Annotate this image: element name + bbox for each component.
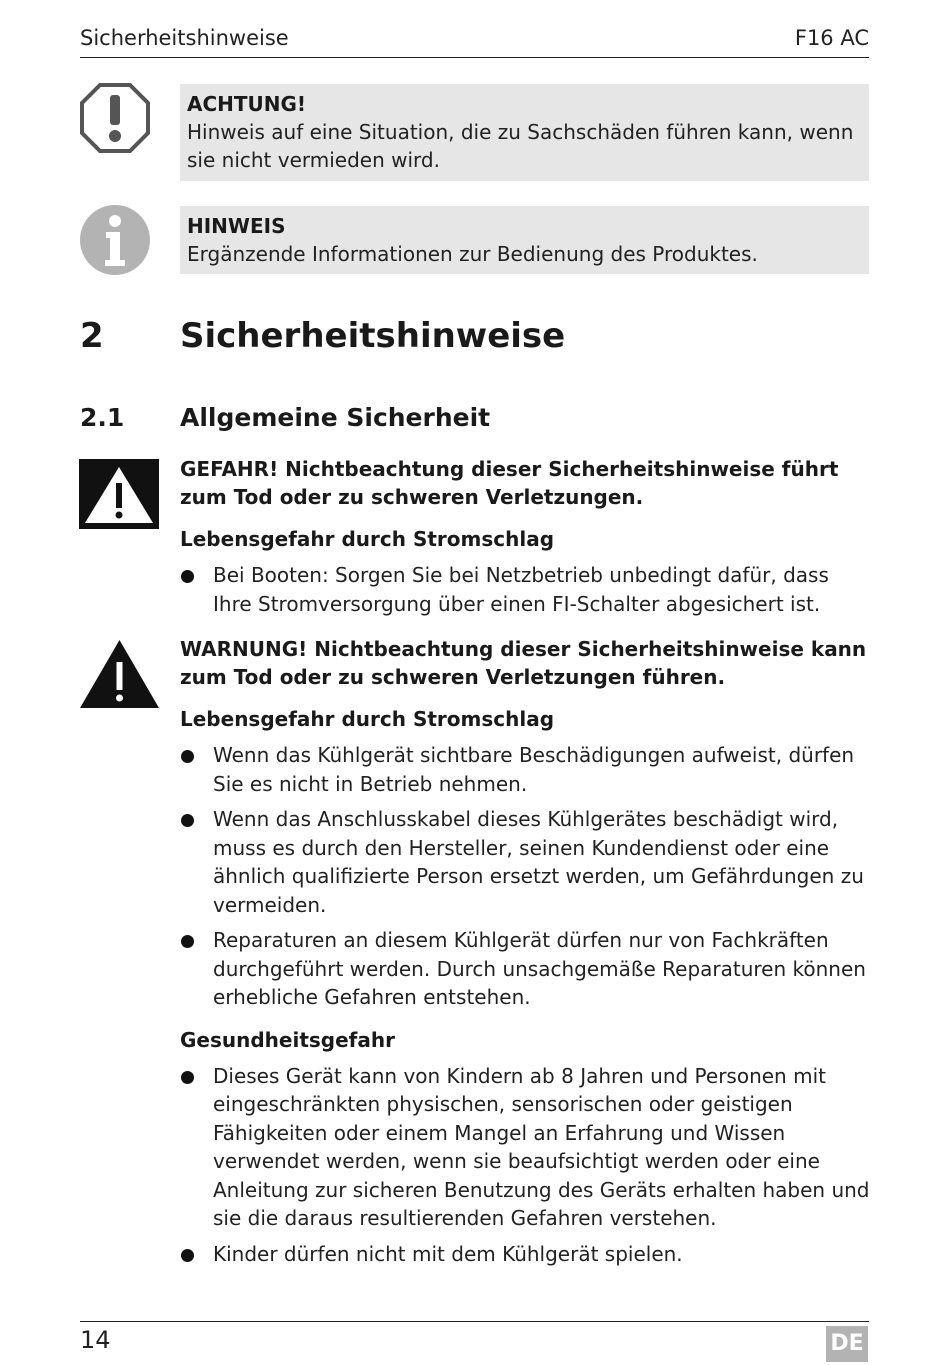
bullet-icon — [181, 570, 194, 583]
list-item: Dieses Gerät kann von Kindern ab 8 Jahren und Personen mit eingeschränkten physischen, sensorischen oder geistigen Fähigkeiten oder einem Mangel an Erfahrung und Wissen verwendet werden, wenn sie beaufsichtigt werden oder eine Anleitung zur sicheren Benutzung des Geräts erhalten haben und sie die daraus resultierenden Gefahren verstehen. — [180, 1062, 870, 1233]
notice-achtung-body: Hinweis auf eine Situation, die zu Sachschäden führen kann, wenn sie nicht vermieden wird. — [187, 120, 854, 172]
chapter-number: 2 — [80, 316, 104, 356]
health-list — [180, 1062, 870, 1269]
language-badge: DE — [826, 1326, 868, 1362]
warnung-block — [180, 635, 870, 1268]
bullet-icon — [181, 935, 194, 948]
bullet-icon — [181, 814, 194, 827]
chapter-heading — [80, 316, 566, 356]
footer-rule — [80, 1321, 869, 1322]
list-item: Bei Booten: Sorgen Sie bei Netzbetrieb unbedingt dafür, dass Ihre Stromversorgung über einen FI-Schalter abgesichert ist. — [180, 561, 870, 618]
list-item: Wenn das Anschlusskabel dieses Kühlgerätes beschädigt wird, muss es durch den Hersteller, seinen Kundendienst oder eine ähnlich qualifizierte Person ersetzt werden, um Gefährdungen zu vermeiden. — [180, 805, 870, 919]
bullet-icon — [181, 1249, 194, 1262]
info-circle-icon — [79, 204, 151, 276]
warnung-list — [180, 741, 870, 1012]
list-item: Wenn das Kühlgerät sichtbare Beschädigungen aufweist, dürfen Sie es nicht in Betrieb nehmen. — [180, 741, 870, 798]
section-number: 2.1 — [80, 403, 125, 432]
running-header-model: F16 AC — [794, 26, 869, 50]
section-title: Allgemeine Sicherheit — [180, 403, 491, 432]
list-item: Reparaturen an diesem Kühlgerät dürfen nur von Fachkräften durchgeführt werden. Durch unsachgemäße Reparaturen können erhebliche Gefahren entstehen. — [180, 926, 870, 1012]
notice-achtung — [180, 84, 869, 181]
section-heading — [80, 403, 491, 432]
warnung-heading: WARNUNG! Nichtbeachtung dieser Sicherheitshinweise kann zum Tod oder zu schweren Verletzungen führen. — [180, 637, 867, 689]
bullet-icon — [181, 1071, 194, 1084]
notice-hinweis-body: Ergänzende Informationen zur Bedienung des Produktes. — [187, 242, 758, 266]
gefahr-heading: GEFAHR! Nichtbeachtung dieser Sicherheitshinweise führt zum Tod oder zu schweren Verletzungen. — [180, 457, 839, 509]
notice-achtung-title: ACHTUNG! — [187, 92, 307, 116]
header-rule — [80, 57, 869, 58]
warnung-subheading: Lebensgefahr durch Stromschlag — [180, 707, 555, 731]
chapter-title: Sicherheitshinweise — [180, 316, 566, 356]
running-header-section: Sicherheitshinweise — [80, 26, 289, 50]
warning-triangle-icon — [79, 638, 160, 710]
achtung-octagon-icon — [79, 82, 151, 154]
gefahr-block — [180, 455, 870, 618]
gefahr-list — [180, 561, 870, 618]
page-number: 14 — [80, 1326, 111, 1354]
bullet-icon — [181, 750, 194, 763]
notice-hinweis-title: HINWEIS — [187, 214, 286, 238]
gefahr-subheading: Lebensgefahr durch Stromschlag — [180, 527, 555, 551]
list-item: Kinder dürfen nicht mit dem Kühlgerät spielen. — [180, 1240, 870, 1269]
notice-hinweis — [180, 206, 869, 274]
warnung-subheading-health: Gesundheitsgefahr — [180, 1027, 395, 1052]
danger-triangle-icon — [79, 459, 159, 529]
